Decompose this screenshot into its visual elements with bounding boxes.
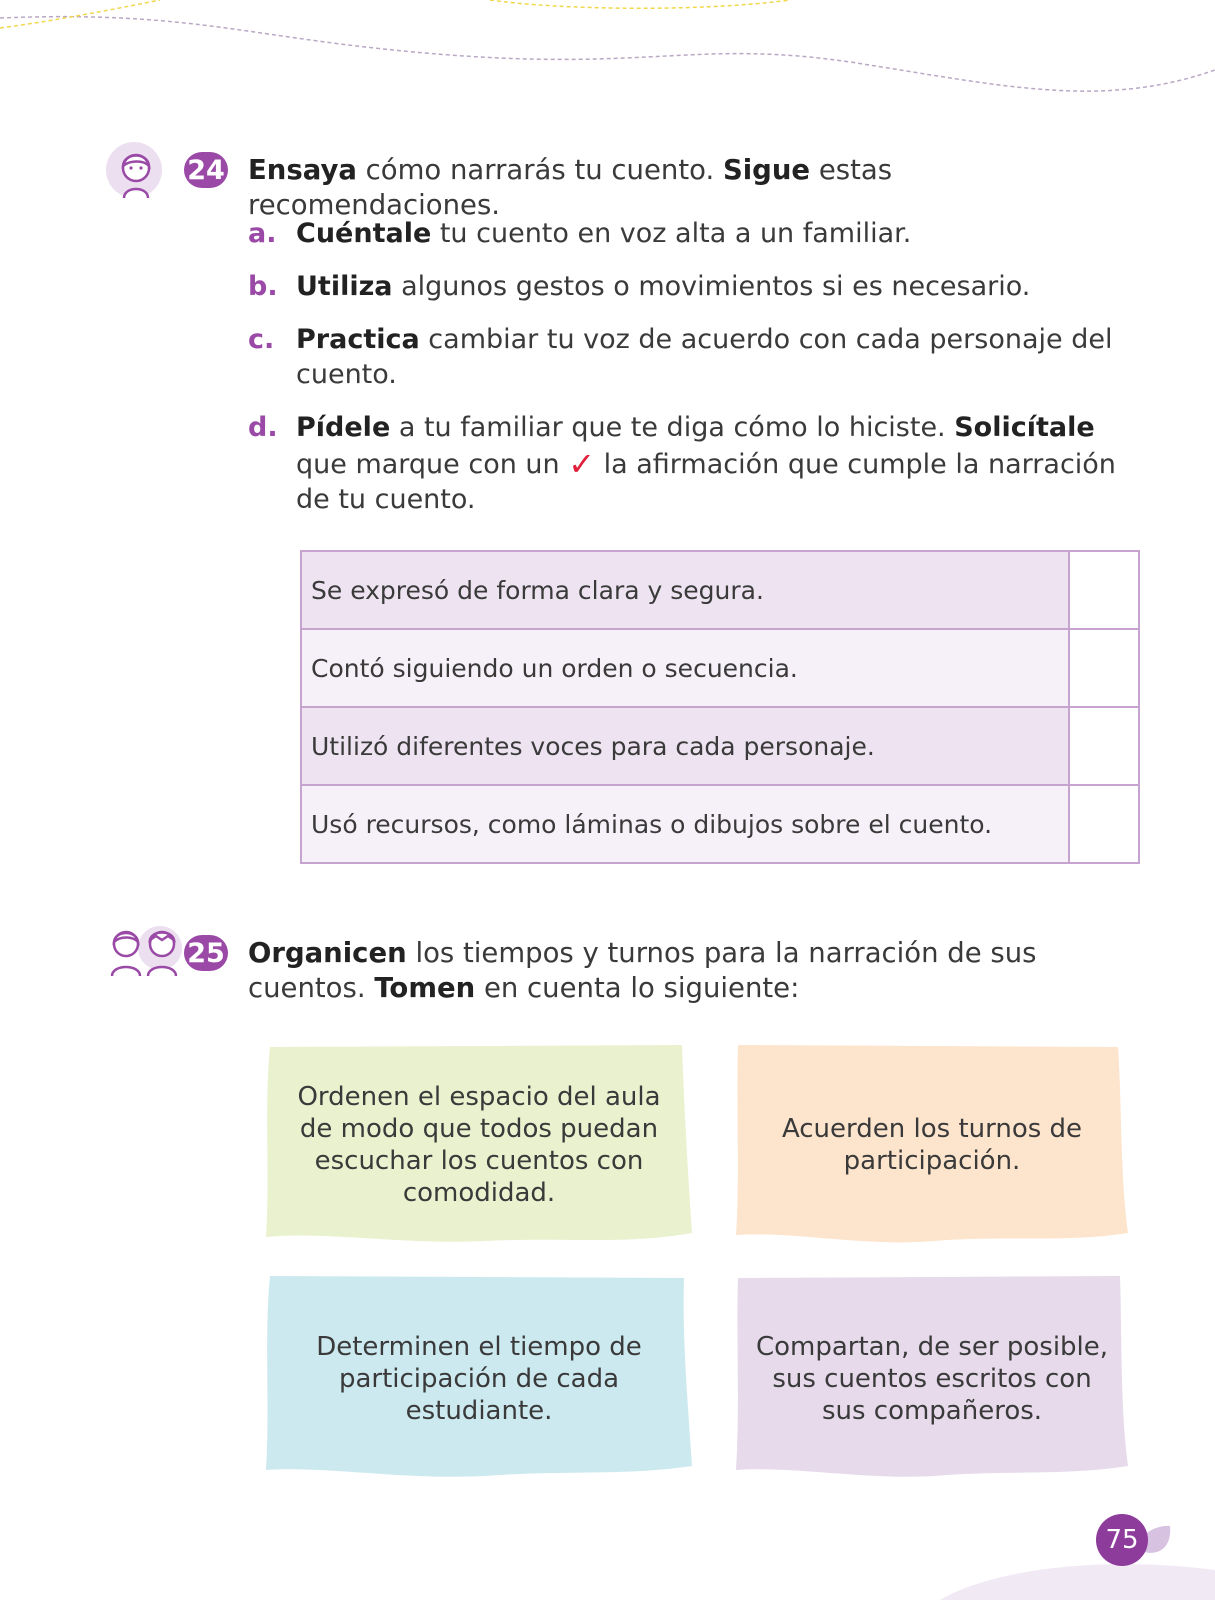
student-pair-icon (106, 920, 182, 986)
recommendations-list (248, 216, 1128, 535)
checkbox-cell[interactable] (1069, 785, 1139, 863)
top-wave-decoration (0, 0, 1215, 110)
checkbox-cell[interactable] (1069, 707, 1139, 785)
note-card (734, 1276, 1130, 1481)
checklist-statement: Usó recursos, como láminas o dibujos sobre el cuento. (301, 785, 1069, 863)
activity-25-heading: Organicen los tiempos y turnos para la narración de sus cuentos. Tomen en cuenta lo siguiente: (248, 937, 1037, 1004)
note-card (734, 1045, 1130, 1245)
activity-24-heading: Ensaya cómo narrarás tu cuento. Sigue estas recomendaciones. (248, 154, 893, 221)
table-row (301, 707, 1139, 785)
evaluation-checklist (300, 550, 1140, 864)
checklist-statement: Se expresó de forma clara y segura. (301, 551, 1069, 629)
list-item: b. Utiliza algunos gestos o movimientos si es necesario. (248, 271, 1031, 302)
checkbox-cell[interactable] (1069, 551, 1139, 629)
list-item: c. Practica cambiar tu voz de acuerdo con cada personaje del cuento. (248, 324, 1113, 390)
page-number: 75 (1096, 1514, 1148, 1566)
card-text: Ordenen el espacio del aula de modo que todos puedan escuchar los cuentos con comodidad. (297, 1082, 661, 1208)
card-text: Determinen el tiempo de participación de cada estudiante. (316, 1331, 642, 1426)
activity-number-badge: 24 (184, 152, 228, 188)
table-row (301, 629, 1139, 707)
student-girl-icon (106, 140, 166, 206)
card-text: Compartan, de ser posible, sus cuentos escritos con sus compañeros. (755, 1331, 1109, 1426)
checklist-statement: Utilizó diferentes voces para cada personaje. (301, 707, 1069, 785)
list-item: a. Cuéntale tu cuento en voz alta a un familiar. (248, 218, 912, 249)
note-card (264, 1045, 694, 1245)
note-card (264, 1276, 694, 1481)
table-row (301, 785, 1139, 863)
list-item: d. Pídele a tu familiar que te diga cómo lo hiciste. Solicítale que marque con un ✓ la afirmación que cumple la narración de tu cuento. (248, 412, 1116, 515)
card-text: Acuerden los turnos de participación. (781, 1114, 1083, 1176)
checkbox-cell[interactable] (1069, 629, 1139, 707)
checkmark-icon: ✓ (568, 445, 596, 483)
table-row (301, 551, 1139, 629)
checklist-statement: Contó siguiendo un orden o secuencia. (301, 629, 1069, 707)
activity-number-badge: 25 (184, 935, 228, 971)
